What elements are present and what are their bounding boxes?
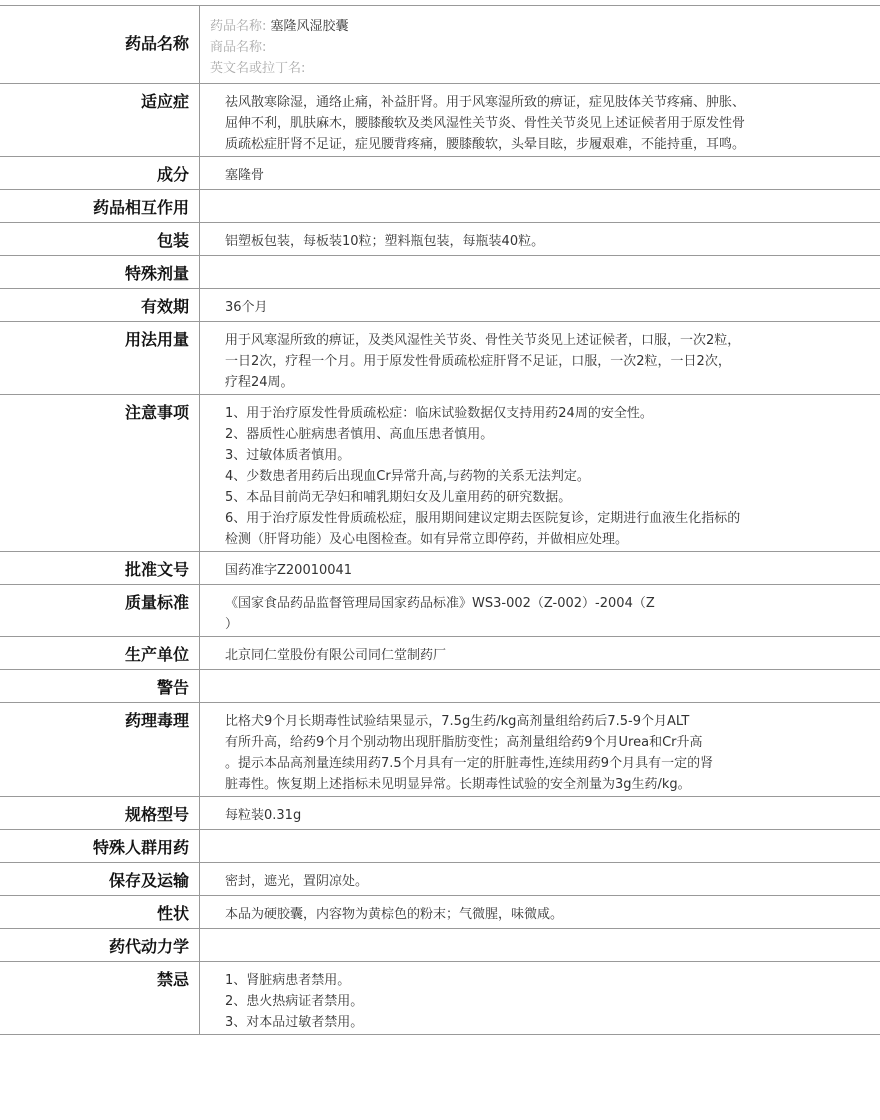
row-spec (0, 797, 880, 830)
row-label: 包装 (0, 223, 200, 255)
english-name-label: 英文名或拉丁名: (210, 61, 306, 76)
value-line: 3、过敏体质者慎用。 (225, 448, 351, 463)
row-value (200, 863, 880, 895)
trade-name-label: 商品名称: (210, 40, 267, 55)
row-package (0, 223, 880, 256)
value-line: 5、本品目前尚无孕妇和哺乳期妇女及儿童用药的研究数据。 (225, 490, 572, 505)
value-line: 北京同仁堂股份有限公司同仁堂制药厂 (225, 648, 447, 663)
value-line: 密封，遮光，置阴凉处。 (225, 874, 369, 889)
row-value (200, 395, 880, 551)
row-label: 药理毒理 (0, 703, 200, 796)
row-value (200, 223, 880, 255)
row-appearance (0, 896, 880, 929)
value-line: 每粒装0.31g (225, 808, 302, 823)
row-label: 注意事项 (0, 395, 200, 551)
value-line: 2、器质性心脏病患者慎用、高血压患者慎用。 (225, 427, 494, 442)
value-line: 有所升高，给药9个月个别动物出现肝脂肪变性；高剂量组给药9个月Urea和Cr升高 (225, 735, 703, 750)
row-label: 警告 (0, 670, 200, 702)
value-line: 2、患火热病证者禁用。 (225, 994, 364, 1009)
value-line: 一日2次，疗程一个月。用于原发性骨质疏松症肝肾不足证，口服，一次2粒，一日2次， (225, 354, 731, 369)
value-line: 用于风寒湿所致的痹证，及类风湿性关节炎、骨性关节炎见上述证候者，口服，一次2粒， (225, 333, 741, 348)
row-label: 有效期 (0, 289, 200, 321)
row-value (200, 289, 880, 321)
row-precautions (0, 395, 880, 552)
row-special-population (0, 830, 880, 863)
row-value (200, 84, 880, 156)
row-ingredients (0, 157, 880, 190)
row-label: 生产单位 (0, 637, 200, 669)
value-line: 比格犬9个月长期毒性试验结果显示，7.5g生药/kg高剂量组给药后7.5-9个月ALT (225, 714, 690, 729)
value-line: ） (225, 617, 239, 632)
value-line: 。提示本品高剂量连续用药7.5个月具有一定的肝脏毒性,连续用药9个月具有一定的肾 (225, 756, 714, 771)
row-value (200, 637, 880, 669)
value-line: 《国家食品药品监督管理局国家药品标准》WS3-002（Z-002）-2004（Z (225, 596, 655, 611)
drug-info-table (0, 5, 880, 1035)
row-label: 药代动力学 (0, 929, 200, 961)
value-line: 塞隆骨 (225, 168, 265, 183)
value-line: 检测（肝肾功能）及心电图检查。如有异常立即停药，并做相应处理。 (225, 532, 629, 547)
row-label: 药品名称 (0, 6, 200, 83)
row-manufacturer (0, 637, 880, 670)
row-storage (0, 863, 880, 896)
row-toxicology (0, 703, 880, 797)
row-interactions (0, 190, 880, 223)
row-value (200, 703, 880, 796)
row-value (200, 929, 880, 961)
row-label: 药品相互作用 (0, 190, 200, 222)
row-label: 适应症 (0, 84, 200, 156)
value-line: 质疏松症肝肾不足证，症见腰背疼痛，腰膝酸软，头晕目眩，步履艰难，不能持重，耳鸣。 (225, 137, 746, 152)
value-line: 1、肾脏病患者禁用。 (225, 973, 351, 988)
row-label: 保存及运输 (0, 863, 200, 895)
row-standard (0, 585, 880, 637)
value-line: 国药准字Z20010041 (225, 563, 353, 578)
row-value (200, 962, 880, 1034)
value-line: 1、用于治疗原发性骨质疏松症：临床试验数据仅支持用药24周的安全性。 (225, 406, 653, 421)
row-value (200, 552, 880, 584)
value-line: 祛风散寒除湿，通络止痛，补益肝肾。用于风寒湿所致的痹证，症见肢体关节疼痛、肿胀、 (225, 95, 746, 110)
row-usage (0, 322, 880, 395)
row-warning (0, 670, 880, 703)
row-label: 禁忌 (0, 962, 200, 1034)
row-value (200, 585, 880, 636)
row-contraindications (0, 962, 880, 1035)
row-value (200, 190, 880, 222)
row-value (200, 896, 880, 928)
value-line: 疗程24周。 (225, 375, 294, 390)
row-label: 成分 (0, 157, 200, 189)
value-line: 屈伸不利，肌肤麻木，腰膝酸软及类风湿性关节炎、骨性关节炎见上述证候者用于原发性骨 (225, 116, 746, 131)
row-label: 特殊人群用药 (0, 830, 200, 862)
generic-name-value: 塞隆风湿胶囊 (266, 19, 349, 34)
row-label: 规格型号 (0, 797, 200, 829)
value-line: 3、对本品过敏者禁用。 (225, 1015, 364, 1030)
row-value (200, 670, 880, 702)
row-value (200, 6, 880, 83)
row-label: 特殊剂量 (0, 256, 200, 288)
row-value (200, 322, 880, 394)
row-label: 性状 (0, 896, 200, 928)
row-approval (0, 552, 880, 585)
value-line: 6、用于治疗原发性骨质疏松症，服用期间建议定期去医院复诊，定期进行血液生化指标的 (225, 511, 741, 526)
row-drug-name (0, 5, 880, 84)
value-line: 4、少数患者用药后出现血Cr异常升高,与药物的关系无法判定。 (225, 469, 590, 484)
row-special-dose (0, 256, 880, 289)
value-line: 36个月 (225, 300, 268, 315)
row-value (200, 157, 880, 189)
row-label: 用法用量 (0, 322, 200, 394)
row-label: 批准文号 (0, 552, 200, 584)
value-line: 铝塑板包装，每板装10粒；塑料瓶包装，每瓶装40粒。 (225, 234, 545, 249)
row-value (200, 830, 880, 862)
row-value (200, 797, 880, 829)
value-line: 本品为硬胶囊，内容物为黄棕色的粉末；气微腥，味微咸。 (225, 907, 564, 922)
row-pharmacokinetics (0, 929, 880, 962)
row-validity (0, 289, 880, 322)
row-label: 质量标准 (0, 585, 200, 636)
generic-name-label: 药品名称: (210, 19, 267, 34)
row-indications (0, 84, 880, 157)
value-line: 脏毒性。恢复期上述指标未见明显异常。长期毒性试验的安全剂量为3g生药/kg。 (225, 777, 691, 792)
row-value (200, 256, 880, 288)
